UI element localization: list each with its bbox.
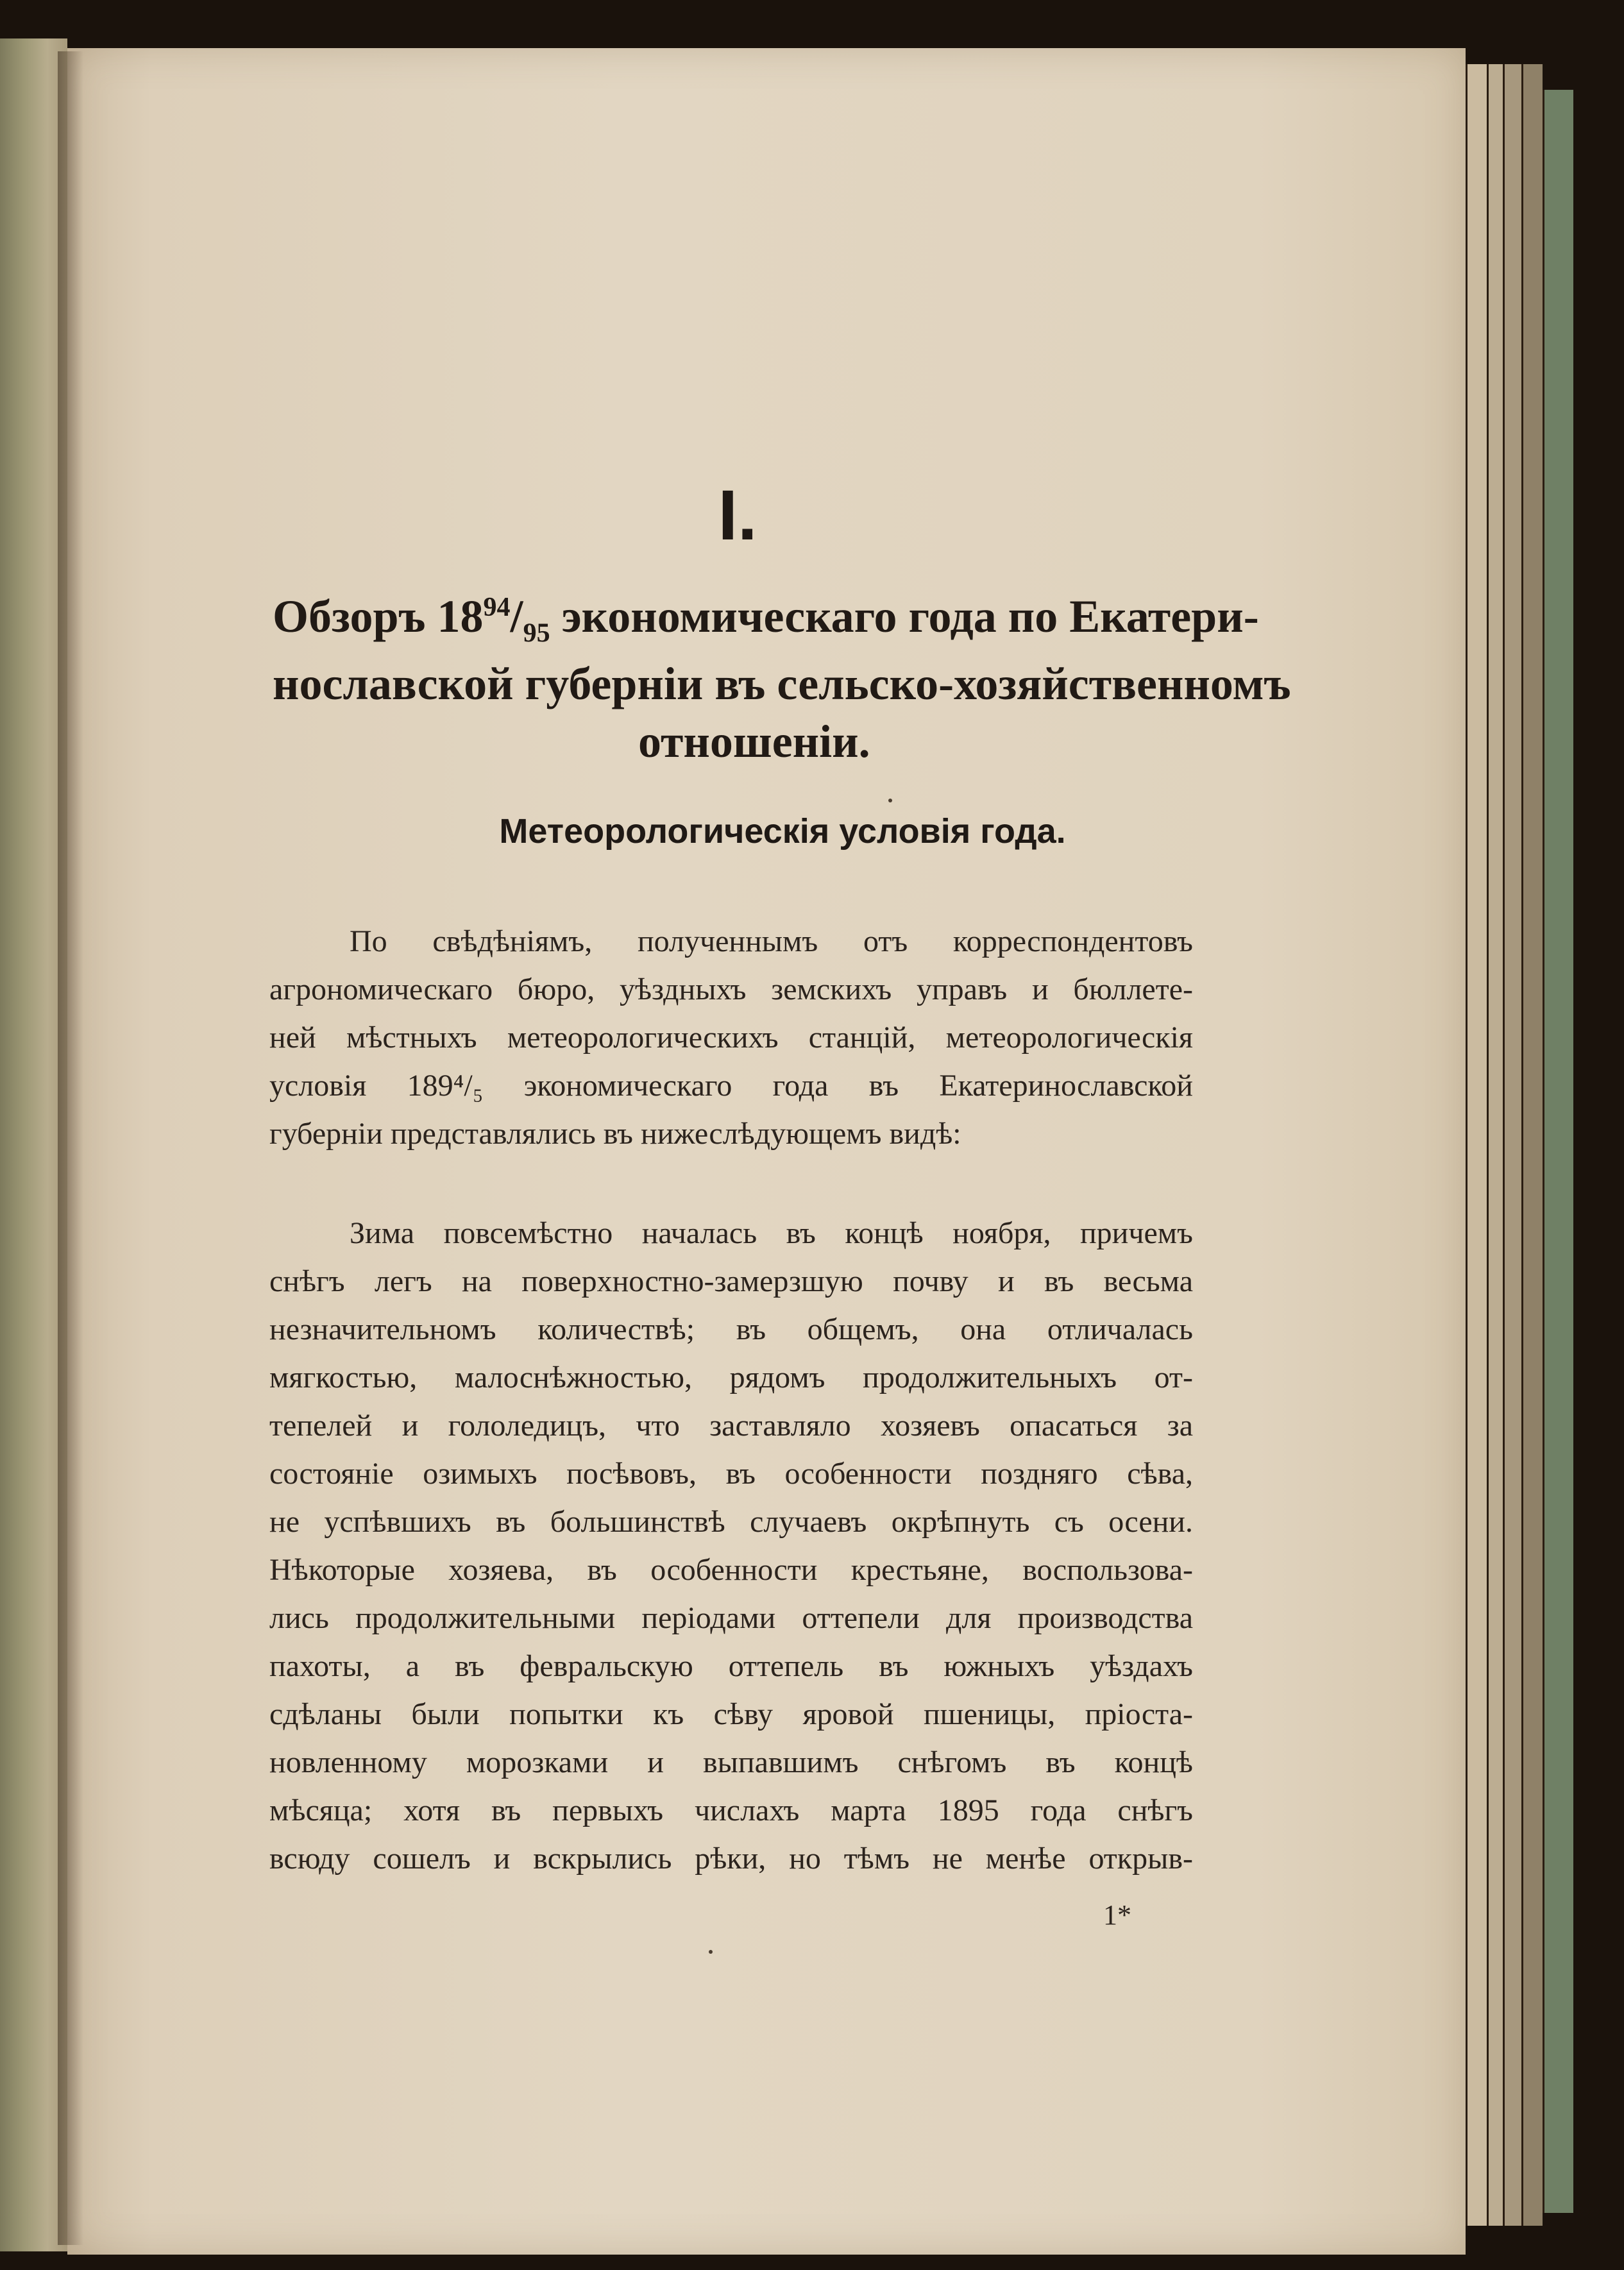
title-slash: / xyxy=(510,591,523,642)
paragraph-line: губерніи представлялись въ нижеслѣдующемъ видѣ: xyxy=(269,1117,961,1151)
paper-speck xyxy=(709,1950,713,1954)
gutter-shadow xyxy=(58,51,83,2245)
paragraph-line: всюду сошелъ и вскрылись рѣки, но тѣмъ не менѣе открыв- xyxy=(269,1842,1193,1876)
title-line-3: отношеніи. xyxy=(638,716,870,767)
signature-mark: 1* xyxy=(1103,1899,1131,1931)
title-suffix: экономическаго года по Екатери- xyxy=(550,591,1259,642)
paper-speck xyxy=(888,799,892,802)
title-sub: 95 xyxy=(523,618,550,648)
page-stack-edge xyxy=(1487,64,1503,2226)
paragraph-line: Нѣкоторые хозяева, въ особенности крестьяне, воспользова- xyxy=(269,1553,1193,1587)
paragraph-line: незначительномъ количествѣ; въ общемъ, она отличалась xyxy=(269,1312,1193,1346)
page-stack-edge xyxy=(1503,64,1521,2226)
paragraph-line: новленному морозками и выпавшимъ снѣгомъ въ концѣ xyxy=(269,1745,1193,1779)
paragraph-line: По свѣдѣніямъ, полученнымъ отъ корреспондентовъ xyxy=(350,924,1193,958)
page-stack-edge xyxy=(1466,64,1487,2226)
section-heading: Метеорологическія условія года. xyxy=(499,812,1066,851)
paragraph-line: ней мѣстныхъ метеорологическихъ станцій, метеорологическія xyxy=(269,1021,1193,1055)
paragraph-line: сдѣланы были попытки къ сѣву яровой пшеницы, пріоста- xyxy=(269,1697,1193,1731)
paragraph-line: лись продолжительными періодами оттепели для производства xyxy=(269,1601,1193,1635)
paragraph-line: Зима повсемѣстно началась въ концѣ ноября, причемъ xyxy=(350,1216,1193,1250)
title-line-1 xyxy=(273,590,1259,648)
paragraph-line: состояніе озимыхъ посѣвовъ, въ особенности поздняго сѣва, xyxy=(269,1457,1193,1491)
chapter-numeral: I. xyxy=(718,476,757,555)
title-sup: 94 xyxy=(483,593,511,622)
book-page xyxy=(67,48,1466,2255)
paragraph-line: условія 189⁴/₅ экономическаго года въ Екатеринославской xyxy=(269,1069,1193,1103)
title-line-2: нославской губерніи въ сельско-хозяйственномъ xyxy=(273,658,1291,709)
paragraph-line: пахоты, а въ февральскую оттепель въ южныхъ уѣздахъ xyxy=(269,1649,1193,1683)
title-prefix: Обзоръ 18 xyxy=(273,591,484,642)
paragraph-line: мѣсяца; хотя въ первыхъ числахъ марта 1895 года снѣгъ xyxy=(269,1793,1193,1827)
paragraph-line: тепелей и гололедицъ, что заставляло хозяевъ опасаться за xyxy=(269,1409,1193,1443)
paragraph-line: не успѣвшихъ въ большинствѣ случаевъ окрѣпнуть съ осени. xyxy=(269,1505,1193,1539)
paragraph-line: снѣгъ легъ на поверхностно-замерзшую почву и въ весьма xyxy=(269,1264,1193,1298)
book-cover-edge xyxy=(1543,90,1573,2213)
paragraph-line: агрономическаго бюро, уѣздныхъ земскихъ управъ и бюллете- xyxy=(269,972,1193,1006)
paragraph-line: мягкостью, малоснѣжностью, рядомъ продолжительныхъ от- xyxy=(269,1360,1193,1394)
page-stack-edge xyxy=(1521,64,1543,2226)
